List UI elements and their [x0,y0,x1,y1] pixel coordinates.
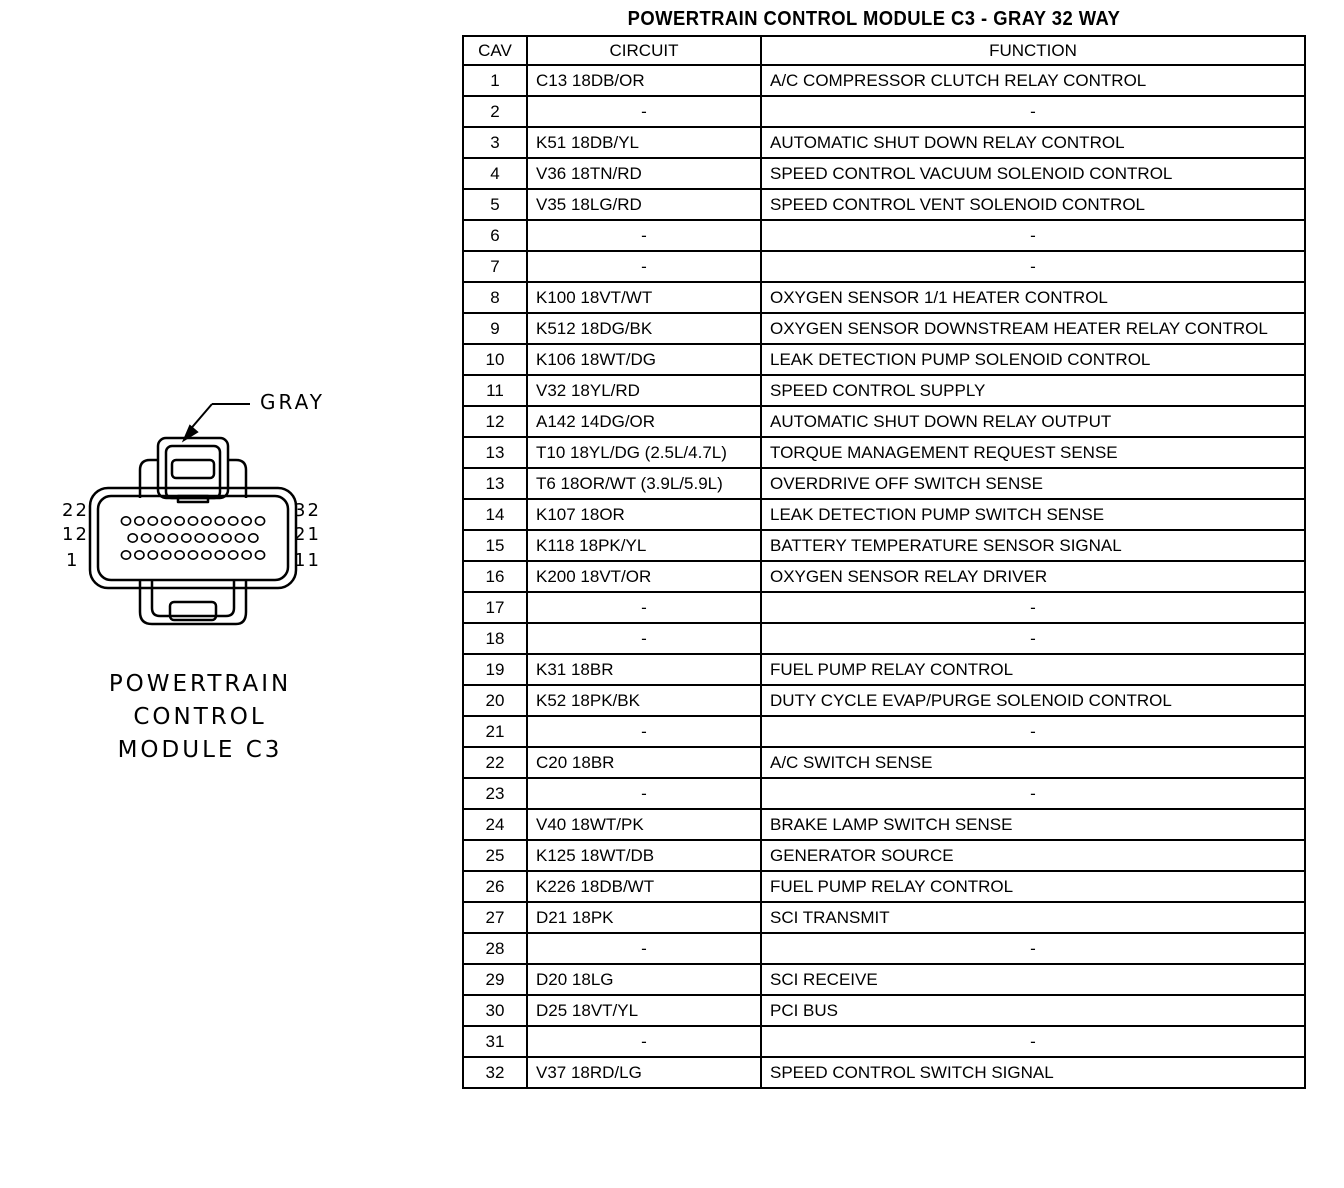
table-header-row [463,36,1305,65]
caption-line: CONTROL [133,704,267,730]
pin-hole [175,551,184,559]
function-cell: SPEED CONTROL SWITCH SIGNAL [761,1057,1305,1088]
circuit-cell: V37 18RD/LG [527,1057,761,1088]
pin-label-right-top: 32 [294,500,321,521]
cav-cell: 28 [463,933,527,964]
table-row [463,840,1305,871]
circuit-cell: T6 18OR/WT (3.9L/5.9L) [527,468,761,499]
function-cell: AUTOMATIC SHUT DOWN RELAY CONTROL [761,127,1305,158]
table-row [463,685,1305,716]
circuit-cell: V40 18WT/PK [527,809,761,840]
table-row [463,437,1305,468]
table-row [463,468,1305,499]
circuit-cell: - [527,251,761,282]
function-cell: - [761,96,1305,127]
pin-hole [188,551,197,559]
pin-hole [202,517,211,525]
table-row [463,499,1305,530]
pin-label-right-mid: 21 [294,524,321,545]
pinout-table [462,35,1306,1089]
pin-hole [148,551,157,559]
pin-hole [182,534,191,542]
function-cell: OXYGEN SENSOR RELAY DRIVER [761,561,1305,592]
circuit-cell: K52 18PK/BK [527,685,761,716]
circuit-cell: C20 18BR [527,747,761,778]
pin-hole [249,534,258,542]
pin-hole [229,517,238,525]
function-cell: OXYGEN SENSOR DOWNSTREAM HEATER RELAY CONTROL [761,313,1305,344]
pin-hole [209,534,218,542]
circuit-cell: K107 18OR [527,499,761,530]
function-cell: SCI RECEIVE [761,964,1305,995]
cav-cell: 23 [463,778,527,809]
function-cell: DUTY CYCLE EVAP/PURGE SOLENOID CONTROL [761,685,1305,716]
cav-cell: 31 [463,1026,527,1057]
circuit-cell: K512 18DG/BK [527,313,761,344]
function-cell: OXYGEN SENSOR 1/1 HEATER CONTROL [761,282,1305,313]
circuit-cell: - [527,1026,761,1057]
pin-hole [235,534,244,542]
function-cell: AUTOMATIC SHUT DOWN RELAY OUTPUT [761,406,1305,437]
cav-cell: 10 [463,344,527,375]
function-cell: SPEED CONTROL SUPPLY [761,375,1305,406]
pin-hole [242,517,251,525]
pin-hole [135,551,144,559]
function-cell: - [761,1026,1305,1057]
cav-cell: 21 [463,716,527,747]
table-row [463,964,1305,995]
table-row [463,1026,1305,1057]
table-row [463,1057,1305,1088]
circuit-cell: K226 18DB/WT [527,871,761,902]
cav-cell: 17 [463,592,527,623]
circuit-cell: K125 18WT/DB [527,840,761,871]
pin-hole [195,534,204,542]
cav-cell: 32 [463,1057,527,1088]
cav-cell: 4 [463,158,527,189]
pin-hole [142,534,151,542]
pin-label-left-mid: 12 [62,524,89,545]
function-cell: BATTERY TEMPERATURE SENSOR SIGNAL [761,530,1305,561]
function-cell: BRAKE LAMP SWITCH SENSE [761,809,1305,840]
table-row [463,127,1305,158]
cav-cell: 27 [463,902,527,933]
pin-hole [222,534,231,542]
function-cell: GENERATOR SOURCE [761,840,1305,871]
cav-cell: 24 [463,809,527,840]
table-row [463,623,1305,654]
function-cell: FUEL PUMP RELAY CONTROL [761,654,1305,685]
function-cell: - [761,623,1305,654]
table-row [463,809,1305,840]
pin-hole [255,517,264,525]
pin-holes [121,517,264,559]
cav-cell: 26 [463,871,527,902]
table-row [463,406,1305,437]
pin-hole [135,517,144,525]
caption-line: MODULE C3 [117,737,283,763]
circuit-cell: D21 18PK [527,902,761,933]
connector-caption [40,668,360,767]
pin-hole [168,534,177,542]
pin-hole [162,551,171,559]
circuit-cell: - [527,220,761,251]
function-cell: SCI TRANSMIT [761,902,1305,933]
function-cell: - [761,592,1305,623]
pin-label-left-top: 22 [62,500,89,521]
pin-hole [255,551,264,559]
function-cell: OVERDRIVE OFF SWITCH SENSE [761,468,1305,499]
cav-cell: 5 [463,189,527,220]
cav-cell: 18 [463,623,527,654]
gray-callout-label: GRAY [260,390,325,414]
circuit-cell: D20 18LG [527,964,761,995]
circuit-cell: K106 18WT/DG [527,344,761,375]
cav-cell: 14 [463,499,527,530]
pin-hole [155,534,164,542]
cav-cell: 1 [463,65,527,96]
table-row [463,158,1305,189]
circuit-cell: V35 18LG/RD [527,189,761,220]
function-cell: - [761,933,1305,964]
cav-cell: 15 [463,530,527,561]
header-function: FUNCTION [761,36,1305,65]
pin-hole [175,517,184,525]
cav-cell: 13 [463,468,527,499]
circuit-cell: K31 18BR [527,654,761,685]
table-row [463,220,1305,251]
function-cell: TORQUE MANAGEMENT REQUEST SENSE [761,437,1305,468]
function-cell: - [761,716,1305,747]
table-row [463,654,1305,685]
cav-cell: 12 [463,406,527,437]
circuit-cell: - [527,623,761,654]
cav-cell: 6 [463,220,527,251]
circuit-cell: K51 18DB/YL [527,127,761,158]
table-row [463,778,1305,809]
circuit-cell: - [527,933,761,964]
cav-cell: 22 [463,747,527,778]
cav-cell: 20 [463,685,527,716]
pin-hole [202,551,211,559]
table-row [463,344,1305,375]
function-cell: A/C COMPRESSOR CLUTCH RELAY CONTROL [761,65,1305,96]
cav-cell: 8 [463,282,527,313]
table-row [463,530,1305,561]
pin-hole [121,551,130,559]
cav-cell: 16 [463,561,527,592]
cav-cell: 25 [463,840,527,871]
cav-cell: 7 [463,251,527,282]
circuit-cell: V36 18TN/RD [527,158,761,189]
function-cell: LEAK DETECTION PUMP SOLENOID CONTROL [761,344,1305,375]
pin-hole [242,551,251,559]
function-cell: PCI BUS [761,995,1305,1026]
table-row [463,592,1305,623]
circuit-cell: C13 18DB/OR [527,65,761,96]
circuit-cell: - [527,96,761,127]
circuit-cell: V32 18YL/RD [527,375,761,406]
table-row [463,375,1305,406]
function-cell: - [761,778,1305,809]
pin-hole [215,517,224,525]
cav-cell: 2 [463,96,527,127]
pin-label-right-bottom: 11 [294,550,321,571]
pin-hole [128,534,137,542]
table-row [463,251,1305,282]
pin-hole [229,551,238,559]
pin-hole [215,551,224,559]
circuit-cell: - [527,778,761,809]
function-cell: A/C SWITCH SENSE [761,747,1305,778]
circuit-cell: - [527,716,761,747]
table-row [463,189,1305,220]
header-circuit: CIRCUIT [527,36,761,65]
table-row [463,282,1305,313]
table-row [463,313,1305,344]
cav-cell: 29 [463,964,527,995]
header-cav: CAV [463,36,527,65]
table-row [463,995,1305,1026]
circuit-cell: K118 18PK/YL [527,530,761,561]
cav-cell: 9 [463,313,527,344]
cav-cell: 3 [463,127,527,158]
function-cell: SPEED CONTROL VACUUM SOLENOID CONTROL [761,158,1305,189]
table-row [463,716,1305,747]
table-row [463,933,1305,964]
caption-line: POWERTRAIN [108,671,292,697]
pin-hole [121,517,130,525]
circuit-cell: K200 18VT/OR [527,561,761,592]
function-cell: LEAK DETECTION PUMP SWITCH SENSE [761,499,1305,530]
table-row [463,902,1305,933]
function-cell: - [761,251,1305,282]
cav-cell: 13 [463,437,527,468]
cav-cell: 30 [463,995,527,1026]
pin-label-left-bottom: 1 [66,550,80,571]
cav-cell: 19 [463,654,527,685]
circuit-cell: T10 18YL/DG (2.5L/4.7L) [527,437,761,468]
function-cell: SPEED CONTROL VENT SOLENOID CONTROL [761,189,1305,220]
circuit-cell: D25 18VT/YL [527,995,761,1026]
table-row [463,96,1305,127]
pin-hole [162,517,171,525]
function-cell: FUEL PUMP RELAY CONTROL [761,871,1305,902]
table-title: POWERTRAIN CONTROL MODULE C3 - GRAY 32 WAY [627,8,1121,30]
table-row [463,871,1305,902]
circuit-cell: - [527,592,761,623]
pin-hole [188,517,197,525]
function-cell: - [761,220,1305,251]
table-row [463,747,1305,778]
circuit-cell: K100 18VT/WT [527,282,761,313]
table-row [463,561,1305,592]
table-body [463,65,1305,1088]
cav-cell: 11 [463,375,527,406]
pin-hole [148,517,157,525]
table-row [463,65,1305,96]
circuit-cell: A142 14DG/OR [527,406,761,437]
